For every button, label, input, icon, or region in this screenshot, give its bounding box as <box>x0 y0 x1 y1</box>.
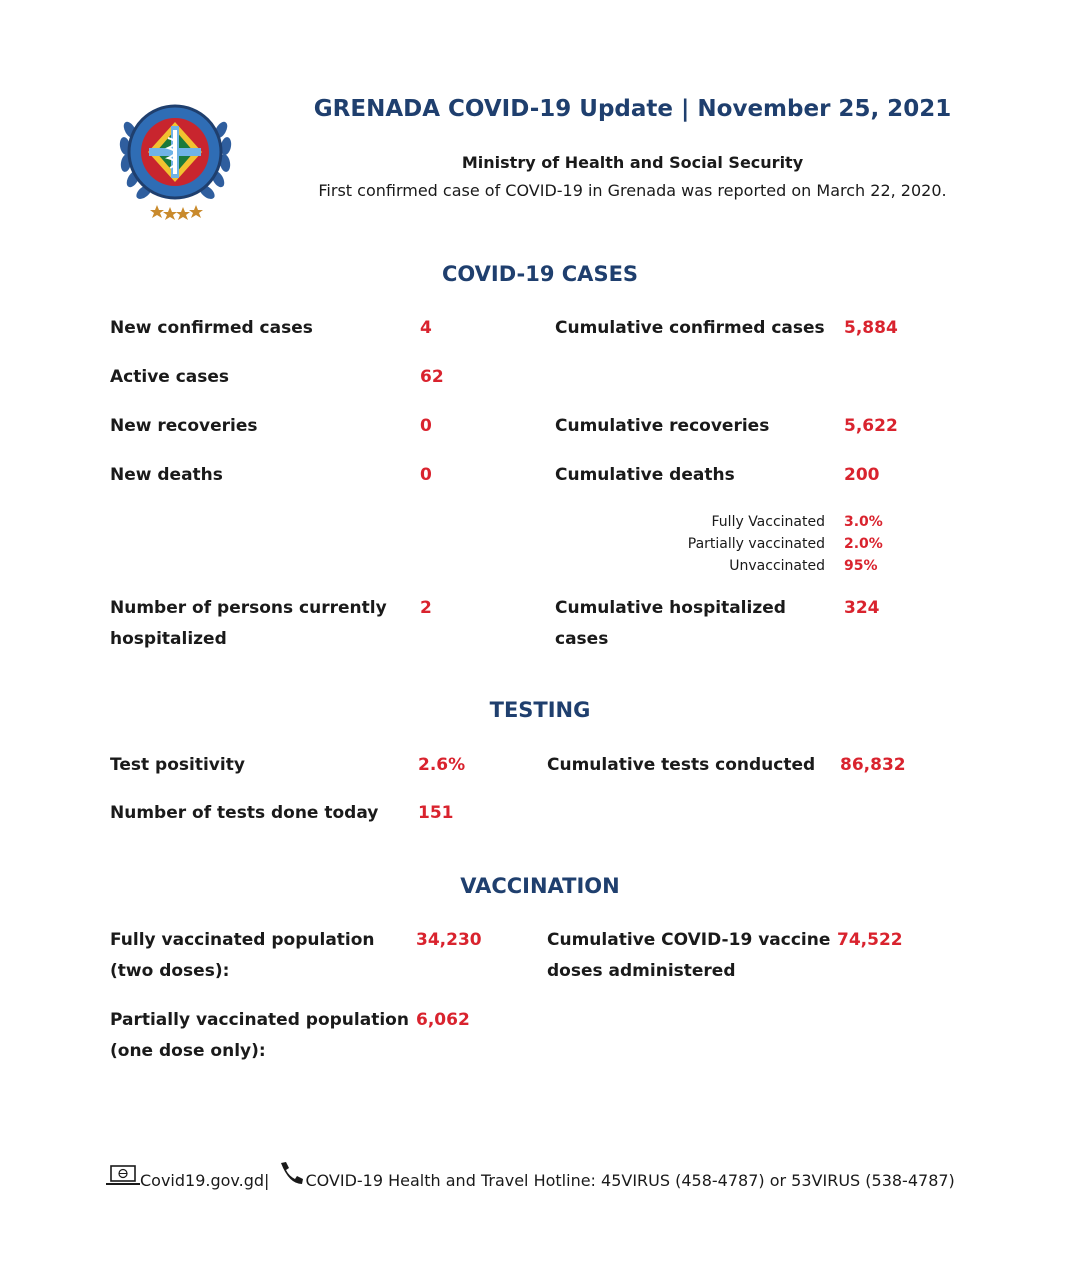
cumulative-confirmed-label: Cumulative confirmed cases <box>555 318 825 338</box>
deaths-breakdown-label: Fully Vaccinated <box>711 514 825 530</box>
cumulative-doses-label: Cumulative COVID-19 vaccine doses administered <box>547 930 831 981</box>
new-deaths-label: New deaths <box>110 465 223 485</box>
first-case-note: First confirmed case of COVID-19 in Grenada was reported on March 22, 2020. <box>318 181 947 200</box>
website-link[interactable]: Covid19.gov.gd| <box>140 1171 270 1190</box>
cumulative-tests-value: 86,832 <box>840 755 906 775</box>
hospitalized-value: 2 <box>420 598 432 618</box>
tests-today-label: Number of tests done today <box>110 803 379 823</box>
phone-icon <box>277 1160 305 1190</box>
page-title: GRENADA COVID-19 Update | November 25, 2021 <box>313 96 952 122</box>
active-cases-value: 62 <box>420 367 444 387</box>
cumulative-deaths-label: Cumulative deaths <box>555 465 735 485</box>
cumulative-deaths-value: 200 <box>844 465 880 485</box>
cumulative-recoveries-label: Cumulative recoveries <box>555 416 770 436</box>
ministry-name: Ministry of Health and Social Security <box>461 153 804 172</box>
footer <box>106 1160 955 1190</box>
test-positivity-label: Test positivity <box>110 755 245 775</box>
cumulative-hospitalized-value: 324 <box>844 598 880 618</box>
fully-vaccinated-value: 34,230 <box>416 930 482 950</box>
new-recoveries-label: New recoveries <box>110 416 258 436</box>
deaths-breakdown-value: 95% <box>844 558 878 574</box>
cumulative-tests-label: Cumulative tests conducted <box>547 755 816 775</box>
new-confirmed-value: 4 <box>420 318 432 338</box>
active-cases-label: Active cases <box>110 367 230 387</box>
hotline-text: COVID-19 Health and Travel Hotline: 45VIRUS (458-4787) or 53VIRUS (538-4787) <box>305 1171 955 1190</box>
deaths-breakdown-value: 2.0% <box>844 536 883 552</box>
partially-vaccinated-value: 6,062 <box>416 1010 470 1030</box>
deaths-breakdown-label: Partially vaccinated <box>687 536 825 552</box>
cumulative-doses-value: 74,522 <box>837 930 903 950</box>
deaths-breakdown-value: 3.0% <box>844 514 883 530</box>
deaths-breakdown-label: Unvaccinated <box>729 558 825 574</box>
tests-today-value: 151 <box>418 803 454 823</box>
cumulative-recoveries-value: 5,622 <box>844 416 898 436</box>
new-confirmed-label: New confirmed cases <box>110 318 313 338</box>
new-deaths-value: 0 <box>420 465 432 485</box>
hospitalized-label: Number of persons currently hospitalized <box>110 598 387 649</box>
cumulative-hospitalized-label: Cumulative hospitalized cases <box>555 598 786 649</box>
section-title-testing: TESTING <box>489 698 591 722</box>
test-positivity-value: 2.6% <box>418 755 466 775</box>
section-title-cases: COVID-19 CASES <box>441 262 639 286</box>
partially-vaccinated-label: Partially vaccinated population (one dose only): <box>110 1010 409 1061</box>
new-recoveries-value: 0 <box>420 416 432 436</box>
section-title-vaccination: VACCINATION <box>460 874 620 898</box>
laptop-icon <box>106 1164 140 1190</box>
ministry-seal-icon <box>108 90 243 225</box>
fully-vaccinated-label: Fully vaccinated population (two doses): <box>110 930 375 981</box>
cumulative-confirmed-value: 5,884 <box>844 318 898 338</box>
